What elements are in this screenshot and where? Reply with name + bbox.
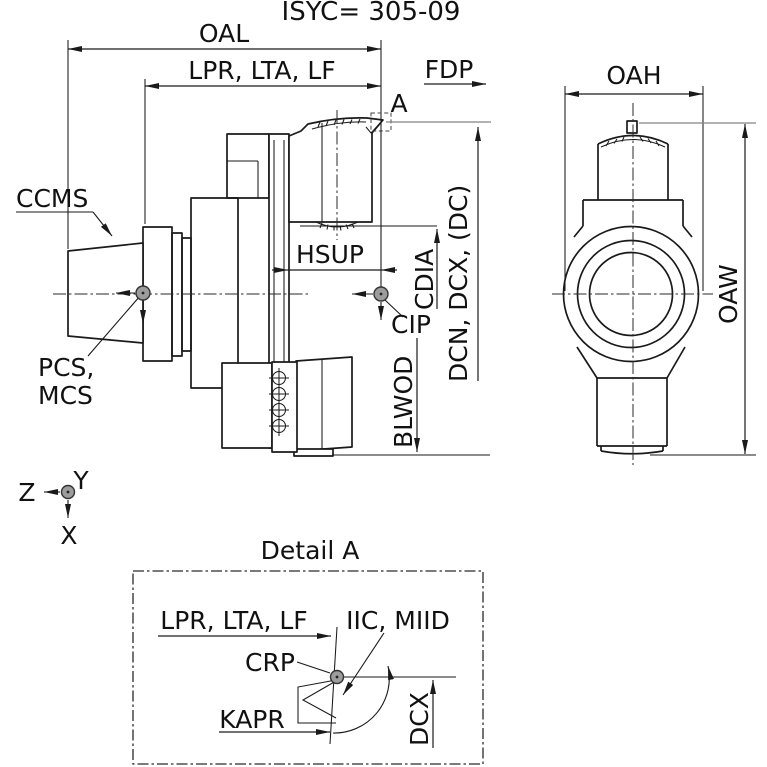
lower-right-block: [294, 357, 352, 456]
detail-a: [133, 536, 483, 764]
upper-left-block: [227, 134, 269, 198]
y-axis-label: Y: [73, 466, 89, 495]
dcn-label: DCN, DCX, (DC): [444, 184, 473, 382]
lower-left-block: [222, 363, 272, 448]
detail-insert-shape: [298, 680, 336, 723]
pcs-mcs-point-center: [142, 292, 145, 295]
front-lower-shaft: [597, 378, 667, 446]
mcs-label: MCS: [38, 381, 93, 410]
oah-label: OAH: [606, 61, 662, 90]
detail-a-title: Detail A: [260, 536, 360, 565]
main-view-geometry: [53, 110, 383, 456]
blwod-label: BLWOD: [389, 355, 418, 448]
front-insert-nub: [627, 121, 637, 133]
front-bottom-cap: [601, 446, 663, 454]
ccms-leader: [93, 212, 112, 236]
bottom-cap: [294, 449, 333, 456]
lpr-label: LPR, LTA, LF: [188, 56, 336, 85]
detail-crp-point-center: [336, 676, 339, 679]
detail-crp-label: CRP: [245, 648, 295, 677]
front-view-geometry: [552, 103, 713, 465]
cdia-label: CDIA: [410, 248, 439, 310]
detail-dcx-label: DCX: [405, 692, 434, 746]
ccms-label: CCMS: [16, 184, 89, 213]
fdp-label: FDP: [424, 55, 474, 84]
cutter-head: [289, 118, 383, 231]
cip-point-center: [380, 293, 383, 296]
detail-lpr-label: LPR, LTA, LF: [160, 606, 308, 635]
detail-edge-line: [330, 627, 337, 744]
detail-iic-label: IIC, MIID: [346, 606, 450, 635]
pcs-label: PCS,: [38, 353, 95, 382]
cip-label: CIP: [391, 310, 431, 339]
detail-crp-leader: [297, 662, 330, 673]
oal-label: OAL: [198, 19, 250, 48]
x-axis-label: X: [60, 521, 78, 550]
z-axis-label: Z: [18, 478, 36, 507]
spindle-block: [191, 198, 238, 388]
coordinate-system: [18, 466, 89, 550]
detail-iic-leader: [343, 633, 384, 695]
drawing-code-label: ISYC= 305-09: [281, 0, 461, 27]
detail-marker-label: A: [390, 89, 408, 118]
detail-kapr-label: KAPR: [219, 705, 285, 734]
origin-point-center: [67, 491, 70, 494]
hsup-label: HSUP: [295, 240, 365, 269]
oaw-label: OAW: [714, 264, 743, 324]
